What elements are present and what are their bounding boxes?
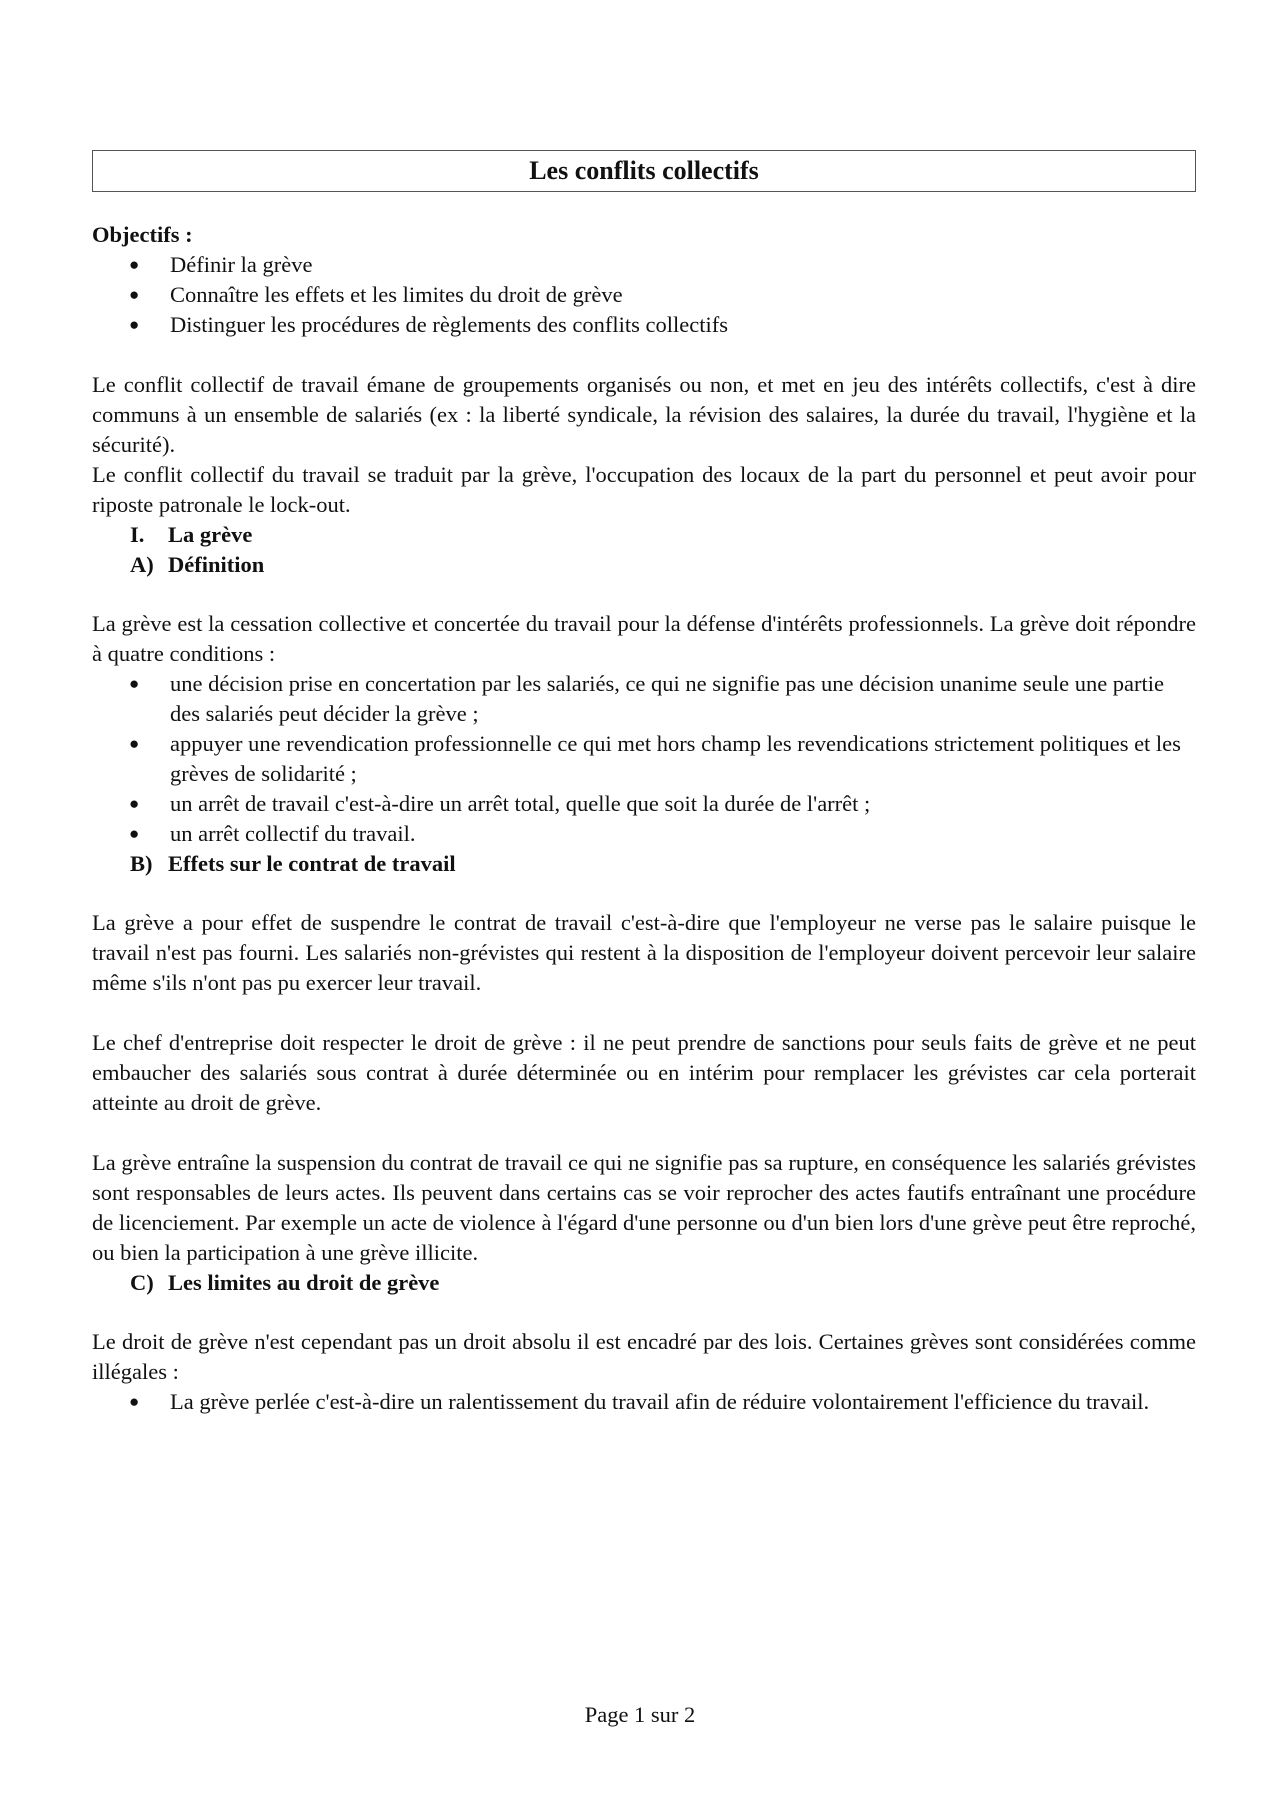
- section-heading-c: [92, 1268, 1196, 1298]
- title-box: [92, 150, 1196, 192]
- section-title: Définition: [168, 552, 265, 577]
- objectifs-label: Objectifs :: [92, 222, 193, 247]
- list-item: ● Connaître les effets et les limites du droit de grève: [92, 280, 1196, 310]
- document-title: Les conflits collectifs: [529, 156, 759, 185]
- section-number: A): [130, 552, 154, 577]
- list-item: ● Distinguer les procédures de règlements des conflits collectifs: [92, 310, 1196, 340]
- list-item: ● un arrêt de travail c'est-à-dire un arrêt total, quelle que soit la durée de l'arrêt ;: [92, 789, 1196, 819]
- document-page: [92, 150, 1196, 1417]
- section-heading-i: [92, 520, 1196, 550]
- intro-paragraph: Le conflit collectif du travail se traduit par la grève, l'occupation des locaux de la part du personnel et peut avoir pour riposte patronale le lock-out.: [92, 462, 1196, 517]
- list-item: ● une décision prise en concertation par les salariés, ce qui ne signifie pas une décision unanime seule une partie des salariés peut décider la grève ;: [92, 669, 1196, 729]
- section-number: I.: [130, 522, 145, 547]
- limites-paragraph: Le droit de grève n'est cependant pas un droit absolu il est encadré par des lois. Certaines grèves sont considérées comme illégales :: [92, 1329, 1196, 1384]
- section-title: Effets sur le contrat de travail: [168, 851, 456, 876]
- list-item: ● Définir la grève: [92, 250, 1196, 280]
- objectifs-list: [92, 250, 1196, 340]
- conditions-list: [92, 669, 1196, 849]
- definition-paragraph: La grève est la cessation collective et concertée du travail pour la défense d'intérêts professionnels. La grève doit répondre à quatre conditions :: [92, 611, 1196, 666]
- section-number: C): [130, 1270, 154, 1295]
- section-number: B): [130, 851, 153, 876]
- page-footer: Page 1 sur 2: [584, 1702, 696, 1727]
- list-item: ● un arrêt collectif du travail.: [92, 819, 1196, 849]
- effets-paragraph: Le chef d'entreprise doit respecter le droit de grève : il ne peut prendre de sanctions pour seuls faits de grève et ne peut embaucher des salariés sous contrat à durée déterminée ou en intérim pour remplacer les grévistes car cela porterait atteinte au droit de grève.: [92, 1030, 1196, 1115]
- list-item: ● La grève perlée c'est-à-dire un ralentissement du travail afin de réduire volontairement l'efficience du travail.: [92, 1387, 1196, 1417]
- limites-list: [92, 1387, 1196, 1417]
- effets-paragraph: La grève a pour effet de suspendre le contrat de travail c'est-à-dire que l'employeur ne verse pas le salaire puisque le travail n'est pas fourni. Les salariés non-grévistes qui restent à la disposition de l'employeur doivent percevoir leur salaire même s'ils n'ont pas pu exercer leur travail.: [92, 910, 1196, 995]
- section-title: Les limites au droit de grève: [168, 1270, 440, 1295]
- list-item: ● appuyer une revendication professionnelle ce qui met hors champ les revendications strictement politiques et les grèves de solidarité ;: [92, 729, 1196, 789]
- section-heading-a: [92, 550, 1196, 580]
- section-heading-b: [92, 849, 1196, 879]
- section-title: La grève: [168, 522, 253, 547]
- intro-paragraph: Le conflit collectif de travail émane de groupements organisés ou non, et met en jeu des intérêts collectifs, c'est à dire communs à un ensemble de salariés (ex : la liberté syndicale, la révision des salaires, la durée du travail, l'hygiène et la sécurité).: [92, 372, 1196, 457]
- effets-paragraph: La grève entraîne la suspension du contrat de travail ce qui ne signifie pas sa rupture, en conséquence les salariés grévistes sont responsables de leurs actes. Ils peuvent dans certains cas se voir reprocher des actes fautifs entraînant une procédure de licenciement. Par exemple un acte de violence à l'égard d'une personne ou d'un bien lors d'une grève peut être reproché, ou bien la participation à une grève illicite.: [92, 1150, 1196, 1265]
